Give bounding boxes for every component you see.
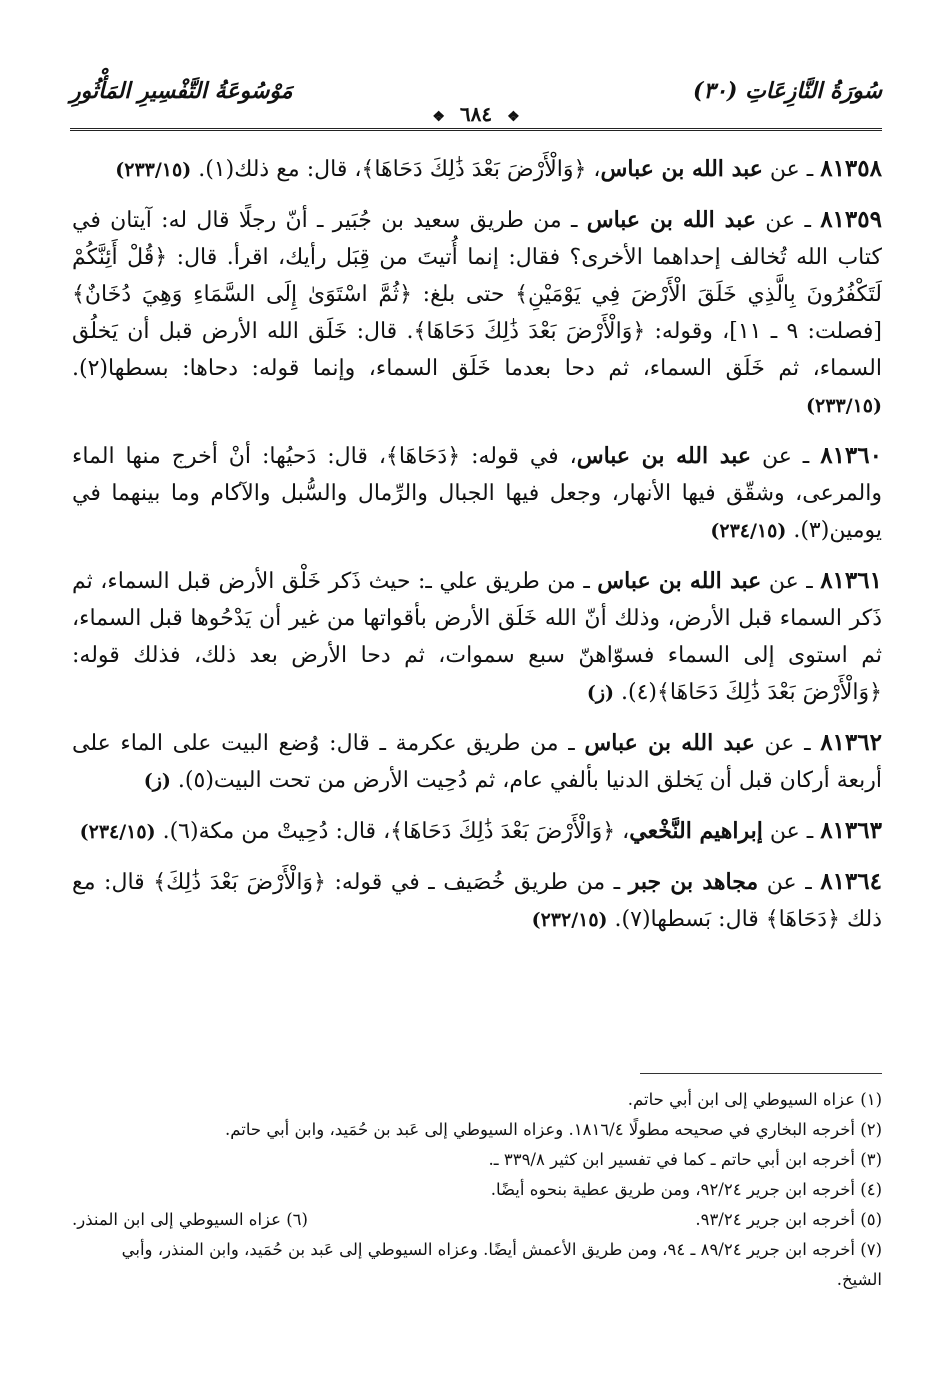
- narration-entry: [72, 863, 882, 939]
- ornament-icon: ❖: [432, 109, 445, 125]
- narration-entry: [72, 201, 882, 425]
- narration-entry: [72, 562, 882, 712]
- page-header: [70, 70, 882, 126]
- ornament-icon: ❖: [507, 109, 520, 125]
- volume-reference: (ز): [143, 770, 171, 792]
- entry-text: ـ من طريق خُصَيف ـ في قوله: ﴿وَالْأَرْضَ بَعْدَ ذَٰلِكَ﴾ قال: مع ذلك ﴿دَحَاهَا﴾ قال: بَسطها(٧).: [72, 870, 882, 932]
- volume-reference: (٢٣٣/١٥): [806, 395, 882, 417]
- narrator: عبد الله بن عباس: [584, 730, 755, 756]
- entry-text: ـ من طريق سعيد بن جُبَير ـ أنّ رجلًا قال له: آيتان في كتاب الله تُخالف إحداهما الأخرى؟ فقال: إنما أُتيتَ من قِبَل رأيك، اقرأ. قال: ﴿قُلْ أَئِنَّكُمْ لَتَكْفُرُونَ بِالَّذِي خَلَقَ الْأَرْضَ فِي يَوْمَيْنِ﴾ حتى بلغ: ﴿ثُمَّ اسْتَوَىٰ إِلَى السَّمَاءِ وَهِيَ دُخَانٌ﴾ [فصلت: ٩ ـ ١١]، وقوله: ﴿وَالْأَرْضَ بَعْدَ ذَٰلِكَ دَحَاهَا﴾. قال: خَلَق الله الأرض قبل أن يَخلُق السماء، ثم خَلَق السماء، ثم دحا بعدما خَلَق السماء، وإنما قوله: دحاها: بسطها(٢).: [72, 208, 883, 381]
- footnote-separator: [640, 1073, 882, 1074]
- entry-dash: ـ عن: [762, 819, 821, 844]
- book-title: مَوْسُوعَةُ التَّفْسِيرِ المَأْثُورِ: [70, 78, 293, 104]
- volume-reference: (٢٣٤/١٥): [710, 520, 787, 542]
- page-number: ٦٨٤: [459, 102, 493, 126]
- footnote: (٥) أخرجه ابن جرير ٩٣/٢٤.: [695, 1210, 882, 1229]
- footnote: (٣) أخرجه ابن أبي حاتم ـ كما في تفسير ابن كثير ٣٣٩/٨ ـ.: [488, 1150, 882, 1169]
- volume-reference: (ز): [586, 682, 615, 704]
- entry-number: ٨١٣٦١: [820, 567, 882, 594]
- volume-reference: (٢٣٣/١٥): [115, 159, 192, 181]
- entry-dash: ـ عن: [754, 731, 821, 756]
- footnote: (١) عزاه السيوطي إلى ابن أبي حاتم.: [627, 1090, 882, 1109]
- footnote-row: [72, 1205, 882, 1235]
- narrator: عبد الله بن عباس: [600, 156, 763, 182]
- entry-text: ، ﴿وَالْأَرْضَ بَعْدَ ذَٰلِكَ دَحَاهَا﴾، قال: دُحِيتْ من مكة(٦).: [162, 819, 630, 844]
- entry-text: ـ من طريق علي ـ: حيث ذَكر خَلْق الأرض قبل السماء، ثم ذَكر السماء قبل الأرض، وذلك أنّ الله خَلَق الأرض بأقواتها من غير أن يَدْحُوها قبل السماء، ثم استوى إلى السماء فسوّاهنّ سبع سموات، ثم دحا الأرض بعد ذلك، فذلك قوله: ﴿وَالْأَرْضَ بَعْدَ ذَٰلِكَ دَحَاهَا﴾(٤).: [72, 569, 882, 705]
- entry-number: ٨١٣٦٣: [820, 817, 882, 844]
- header-rule: [70, 128, 882, 131]
- narrator: مجاهد بن جبر: [628, 869, 759, 895]
- narrator: عبد الله بن عباس: [597, 568, 762, 594]
- entry-number: ٨١٣٦٢: [820, 729, 882, 756]
- entry-dash: ـ عن: [758, 870, 821, 895]
- main-text: [72, 150, 882, 951]
- footnote: (٧) أخرجه ابن جرير ٨٩/٢٤ ـ ٩٤، ومن طريق الأعمش أيضًا. وعزاه السيوطي إلى عَبد بن حُمَيد، وابن المنذر، وأبي الشيخ.: [121, 1240, 882, 1289]
- footnote: (٦) عزاه السيوطي إلى ابن المنذر.: [72, 1210, 308, 1229]
- entry-text: ـ من طريق عكرمة ـ قال: وُضع البيت على الماء على أربعة أركان قبل أن يَخلق الدنيا بألفي عام، ثم دُحِيت الأرض من تحت البيت(٥).: [72, 731, 882, 793]
- surah-title: سُورَةُ النَّازِعَاتِ (٣٠): [692, 78, 882, 104]
- entry-text: ، ﴿وَالْأَرْضَ بَعْدَ ذَٰلِكَ دَحَاهَا﴾، قال: مع ذلك(١).: [198, 157, 601, 182]
- narrator: إبراهيم النَّخْعي: [629, 818, 763, 844]
- entry-dash: ـ عن: [762, 157, 821, 182]
- entry-number: ٨١٣٥٨: [820, 155, 882, 182]
- page-number-block: [70, 102, 882, 126]
- entry-number: ٨١٣٥٩: [820, 206, 882, 233]
- narration-entry: [72, 724, 882, 800]
- narrator: عبد الله بن عباس: [586, 207, 756, 233]
- footnote: (٤) أخرجه ابن جرير ٩٢/٢٤، ومن طريق عطية بنحوه أيضًا.: [490, 1180, 882, 1199]
- narration-entry: [72, 812, 882, 851]
- volume-reference: (٢٣٤/١٥): [79, 821, 156, 843]
- narration-entry: [72, 150, 882, 189]
- entry-number: ٨١٣٦٤: [820, 868, 882, 895]
- footnotes: [72, 1085, 882, 1295]
- narration-entry: [72, 437, 882, 550]
- footnote: (٢) أخرجه البخاري في صحيحه مطولًا ١٨١٦/٤. وعزاه السيوطي إلى عَبد بن حُمَيد، وابن أبي حاتم.: [225, 1120, 882, 1139]
- entry-dash: ـ عن: [756, 208, 821, 233]
- volume-reference: (٢٣٢/١٥): [531, 909, 608, 931]
- narrator: عبد الله بن عباس: [576, 443, 752, 469]
- entry-dash: ـ عن: [761, 569, 821, 594]
- entry-number: ٨١٣٦٠: [820, 442, 882, 469]
- entry-text: ، في قوله: ﴿دَحَاهَا﴾، قال: دَحيُها: أنْ أخرج منها الماء والمرعى، وشقّق فيها الأنهار، وجعل فيها الجبال والرِّمال والسُّبل والآكام وما بينهما في يومين(٣).: [72, 444, 882, 543]
- entry-dash: ـ عن: [751, 444, 821, 469]
